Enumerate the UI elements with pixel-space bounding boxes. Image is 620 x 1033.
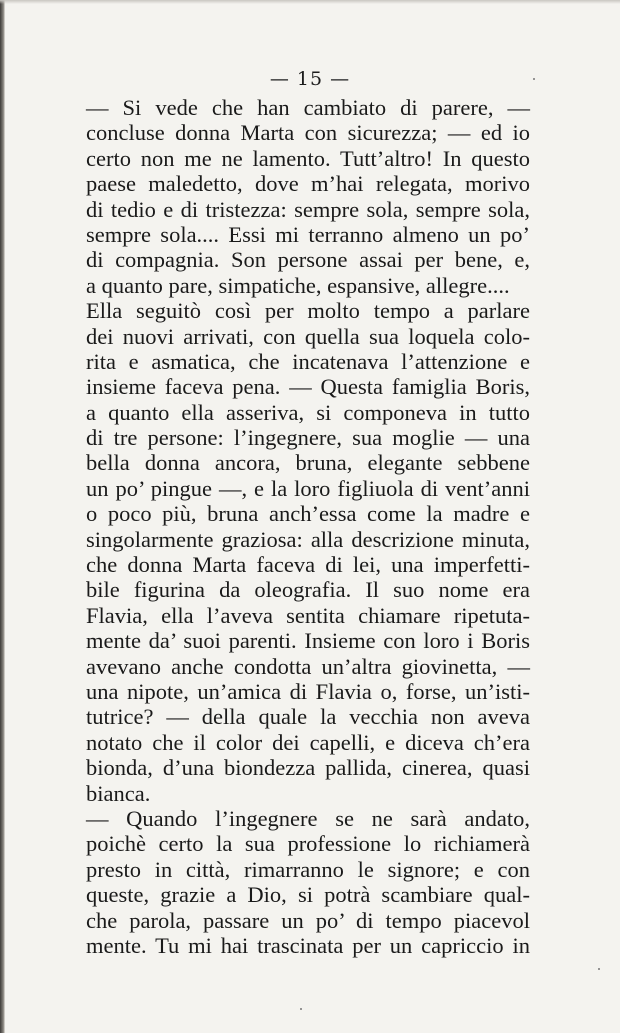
body-text — [86, 95, 530, 958]
text-line: bianca. — [86, 780, 151, 806]
text-line: o poco più, bruna anch’essa come la madre e — [86, 501, 530, 527]
text-line: Ella seguitò così per molto tempo a parlare — [86, 298, 530, 324]
text-line: certo non me ne lamento. Tutt’altro! In questo — [86, 145, 530, 171]
text-line: di tedio e di tristezza: sempre sola, sempre sola, — [86, 196, 530, 222]
text-line: sempre sola.... Essi mi terranno almeno un po’ — [86, 221, 530, 247]
text-line: mente da’ suoi parenti. Insieme con loro i Boris — [86, 628, 530, 654]
text-line: avevano anche condotta un’altra giovinetta, — — [86, 653, 530, 679]
text-line: bella donna ancora, bruna, elegante sebbene — [86, 450, 530, 476]
paper-speck — [533, 78, 535, 80]
page-binding-edge — [0, 0, 5, 1033]
text-line: bionda, d’una biondezza pallida, cinerea, quasi — [86, 755, 530, 781]
text-line: bile figurina da oleografia. Il suo nome era — [86, 577, 530, 603]
text-line: concluse donna Marta con sicurezza; — ed io — [86, 120, 530, 146]
text-line: un po’ pingue —, e la loro figliuola di vent’anni — [86, 475, 530, 501]
text-line: presto in città, rimarranno le signore; e con — [86, 856, 530, 882]
text-line: a quanto pare, simpatiche, espansive, allegre.... — [86, 272, 510, 298]
text-line: a quanto ella asseriva, si componeva in tutto — [86, 399, 530, 425]
paper-speck — [598, 968, 600, 970]
text-line: Flavia, ella l’aveva sentita chiamare ripetuta- — [86, 602, 530, 628]
paper-speck — [300, 1008, 302, 1010]
page-top-shadow — [0, 0, 620, 4]
text-line: — Si vede che han cambiato di parere, — — [86, 95, 530, 120]
text-line: poichè certo la sua professione lo richiamerà — [86, 831, 530, 857]
text-line: dei nuovi arrivati, con quella sua loquela colo- — [86, 323, 530, 349]
text-line: notato che il color dei capelli, e diceva ch’era — [86, 729, 530, 755]
text-line: queste, grazie a Dio, si potrà scambiare qual- — [86, 882, 530, 908]
text-line: insieme faceva pena. — Questa famiglia Boris, — [86, 374, 530, 400]
text-line: rita e asmatica, che incatenava l’attenzione e — [86, 348, 530, 374]
text-line: paese maledetto, dove m’hai relegata, morivo — [86, 171, 530, 197]
text-line: che parola, passare un po’ di tempo piacevol — [86, 907, 530, 933]
text-line: di tre persone: l’ingegnere, sua moglie — una — [86, 425, 530, 451]
text-line: una nipote, un’amica di Flavia o, forse, un’isti- — [86, 678, 530, 704]
page-number: — 15 — — [269, 68, 351, 90]
text-line: di compagnia. Son persone assai per bene, e, — [86, 247, 530, 273]
text-line: — Quando l’ingegnere se ne sarà andato, — [86, 805, 530, 831]
text-line: tutrice? — della quale la vecchia non aveva — [86, 704, 530, 730]
text-line: singolarmente graziosa: alla descrizione minuta, — [86, 526, 530, 552]
text-line: mente. Tu mi hai trascinata per un capriccio in — [86, 932, 530, 958]
text-line: che donna Marta faceva di lei, una imperfetti- — [86, 552, 530, 578]
